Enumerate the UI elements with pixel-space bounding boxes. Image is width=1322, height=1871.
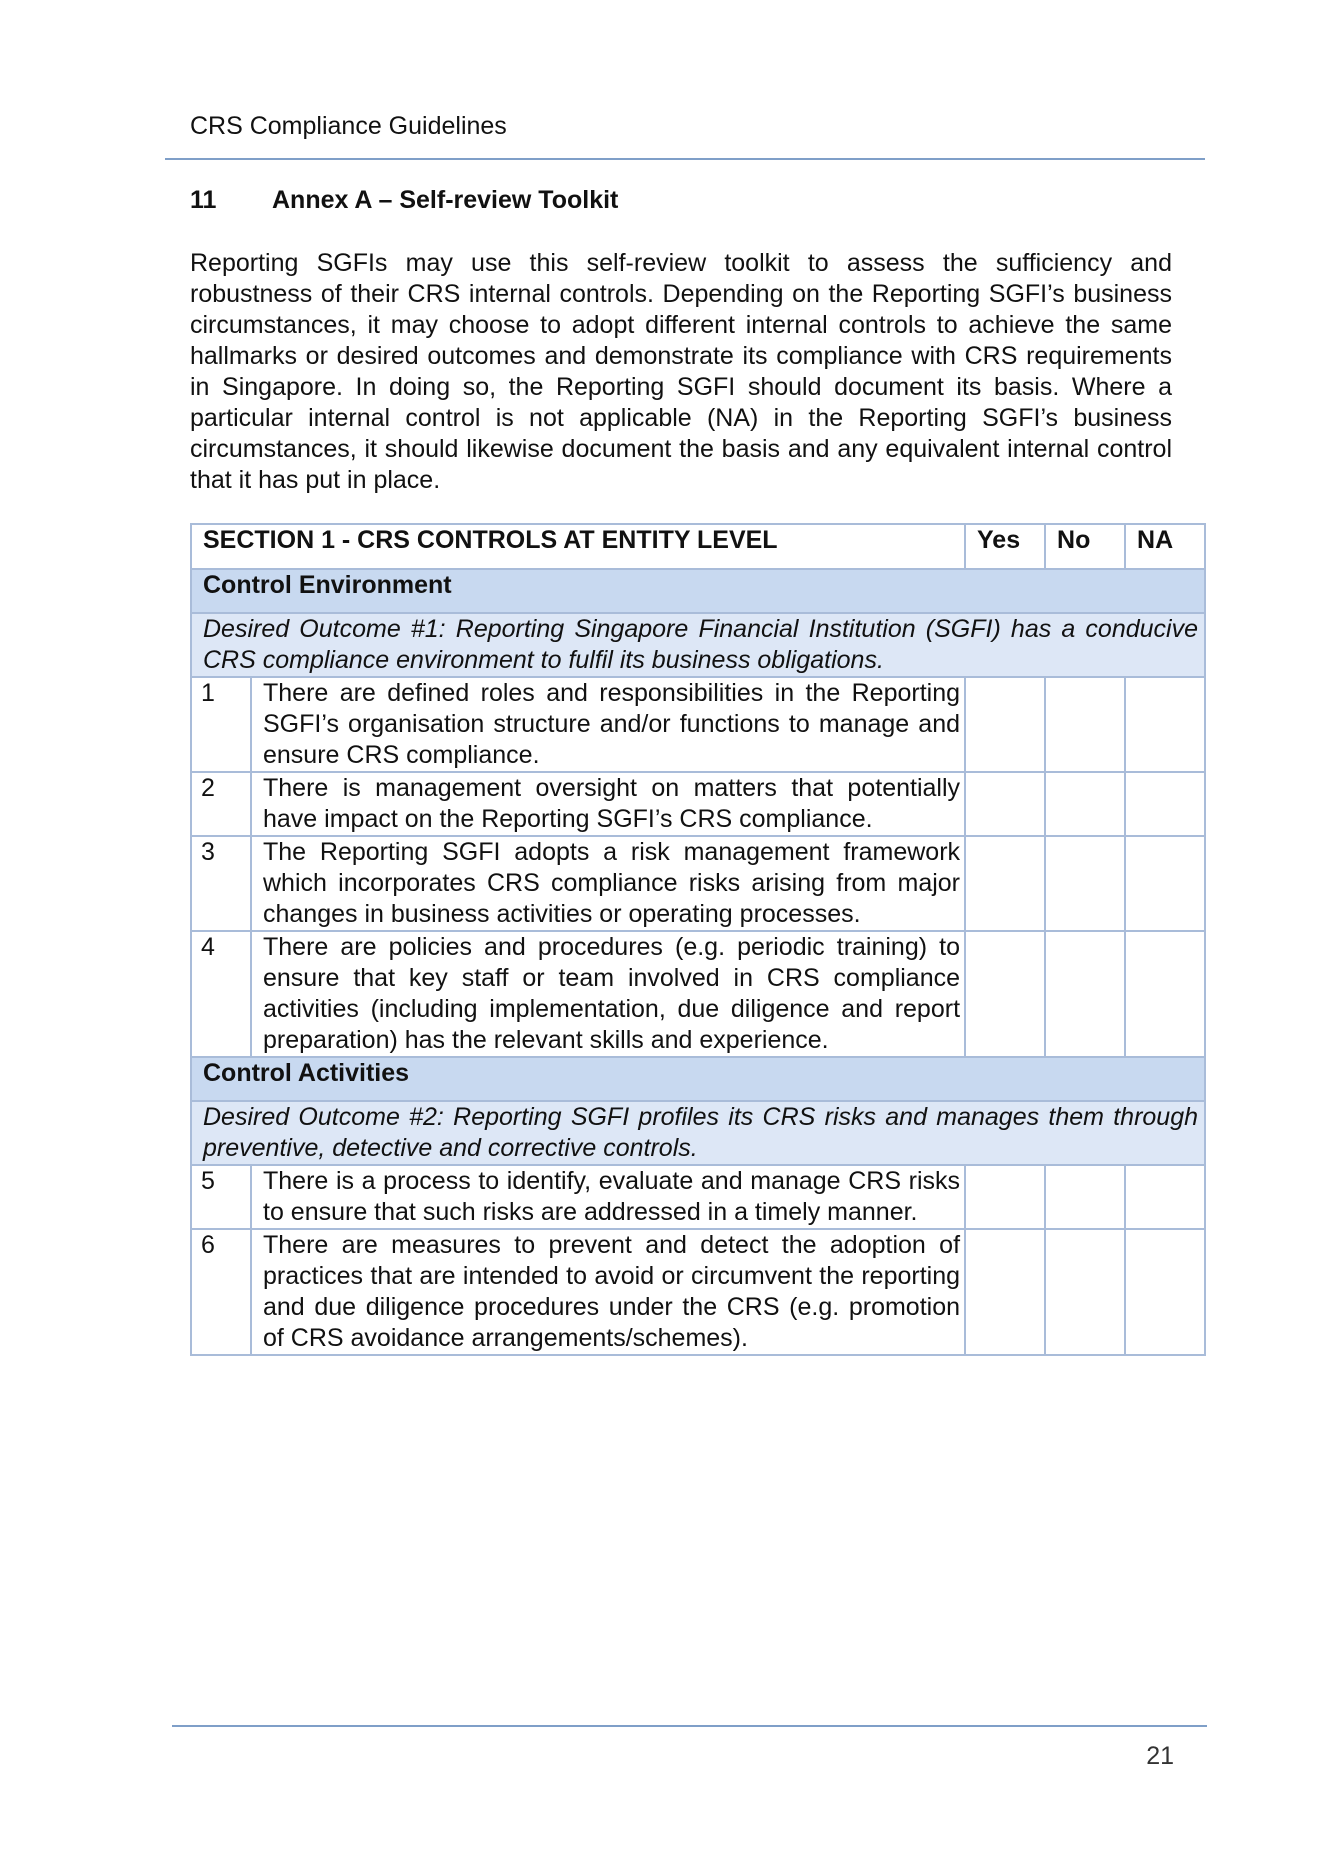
na-cell[interactable] bbox=[1125, 1229, 1205, 1355]
intro-paragraph: Reporting SGFIs may use this self-review toolkit to assess the sufficiency and robustness of their CRS internal controls. Depending on the Reporting SGFI’s business circumstances, it may choose to adopt different internal controls to achieve the same hallmarks or desired outcomes and demonstrate its compliance with CRS requirements in Singapore. In doing so, the Reporting SGFI should document its basis. Where a particular internal control is not applicable (NA) in the Reporting SGFI’s business circumstances, it should likewise document the basis and any equivalent internal control that it has put in place. bbox=[190, 249, 1172, 494]
self-review-table bbox=[190, 523, 1206, 1356]
na-cell[interactable] bbox=[1125, 772, 1205, 836]
table-row bbox=[191, 1229, 1205, 1355]
yes-cell[interactable] bbox=[965, 836, 1045, 931]
table-row bbox=[191, 931, 1205, 1057]
section-title bbox=[190, 186, 618, 215]
item-text: There is a process to identify, evaluate and manage CRS risks to ensure that such risks are addressed in a timely manner. bbox=[251, 1165, 965, 1229]
category-label: Control Activities bbox=[191, 1057, 1205, 1101]
no-cell[interactable] bbox=[1045, 1229, 1125, 1355]
yes-cell[interactable] bbox=[965, 1165, 1045, 1229]
no-cell[interactable] bbox=[1045, 677, 1125, 772]
na-cell[interactable] bbox=[1125, 677, 1205, 772]
desired-outcome-row bbox=[191, 1101, 1205, 1165]
yes-cell[interactable] bbox=[965, 1229, 1045, 1355]
column-na: NA bbox=[1125, 524, 1205, 569]
table-row bbox=[191, 677, 1205, 772]
item-number: 2 bbox=[191, 772, 251, 836]
item-text: There are measures to prevent and detect the adoption of practices that are intended to avoid or circumvent the reporting and due diligence procedures under the CRS (e.g. promotion of CRS avoidance arrangements/schemes). bbox=[251, 1229, 965, 1355]
table-header-row bbox=[191, 524, 1205, 569]
item-number: 6 bbox=[191, 1229, 251, 1355]
table-row bbox=[191, 772, 1205, 836]
no-cell[interactable] bbox=[1045, 836, 1125, 931]
item-number: 5 bbox=[191, 1165, 251, 1229]
footer-rule bbox=[172, 1725, 1207, 1727]
no-cell[interactable] bbox=[1045, 1165, 1125, 1229]
section-heading: Annex A – Self-review Toolkit bbox=[272, 186, 619, 214]
no-cell[interactable] bbox=[1045, 772, 1125, 836]
category-label: Control Environment bbox=[191, 569, 1205, 613]
page-number: 21 bbox=[1146, 1742, 1174, 1770]
item-text: There are defined roles and responsibilities in the Reporting SGFI’s organisation structure and/or functions to manage and ensure CRS compliance. bbox=[251, 677, 965, 772]
section-number: 11 bbox=[190, 186, 217, 214]
item-text: There are policies and procedures (e.g. periodic training) to ensure that key staff or team involved in CRS compliance activities (including implementation, due diligence and report preparation) has the relevant skills and experience. bbox=[251, 931, 965, 1057]
item-number: 4 bbox=[191, 931, 251, 1057]
table-row bbox=[191, 836, 1205, 931]
no-cell[interactable] bbox=[1045, 931, 1125, 1057]
na-cell[interactable] bbox=[1125, 836, 1205, 931]
yes-cell[interactable] bbox=[965, 677, 1045, 772]
category-row bbox=[191, 569, 1205, 613]
desired-outcome-row bbox=[191, 613, 1205, 677]
yes-cell[interactable] bbox=[965, 772, 1045, 836]
item-number: 3 bbox=[191, 836, 251, 931]
desired-outcome-text: Desired Outcome #2: Reporting SGFI profiles its CRS risks and manages them through preventive, detective and corrective controls. bbox=[191, 1101, 1205, 1165]
category-row bbox=[191, 1057, 1205, 1101]
column-yes: Yes bbox=[965, 524, 1045, 569]
header-rule bbox=[165, 158, 1205, 160]
item-number: 1 bbox=[191, 677, 251, 772]
table-row bbox=[191, 1165, 1205, 1229]
yes-cell[interactable] bbox=[965, 931, 1045, 1057]
running-header: CRS Compliance Guidelines bbox=[190, 112, 507, 140]
na-cell[interactable] bbox=[1125, 931, 1205, 1057]
desired-outcome-text: Desired Outcome #1: Reporting Singapore Financial Institution (SGFI) has a conducive CRS compliance environment to fulfil its business obligations. bbox=[191, 613, 1205, 677]
table-heading: SECTION 1 - CRS CONTROLS AT ENTITY LEVEL bbox=[191, 524, 965, 569]
item-text: There is management oversight on matters that potentially have impact on the Reporting SGFI’s CRS compliance. bbox=[251, 772, 965, 836]
na-cell[interactable] bbox=[1125, 1165, 1205, 1229]
item-text: The Reporting SGFI adopts a risk management framework which incorporates CRS compliance risks arising from major changes in business activities or operating processes. bbox=[251, 836, 965, 931]
column-no: No bbox=[1045, 524, 1125, 569]
